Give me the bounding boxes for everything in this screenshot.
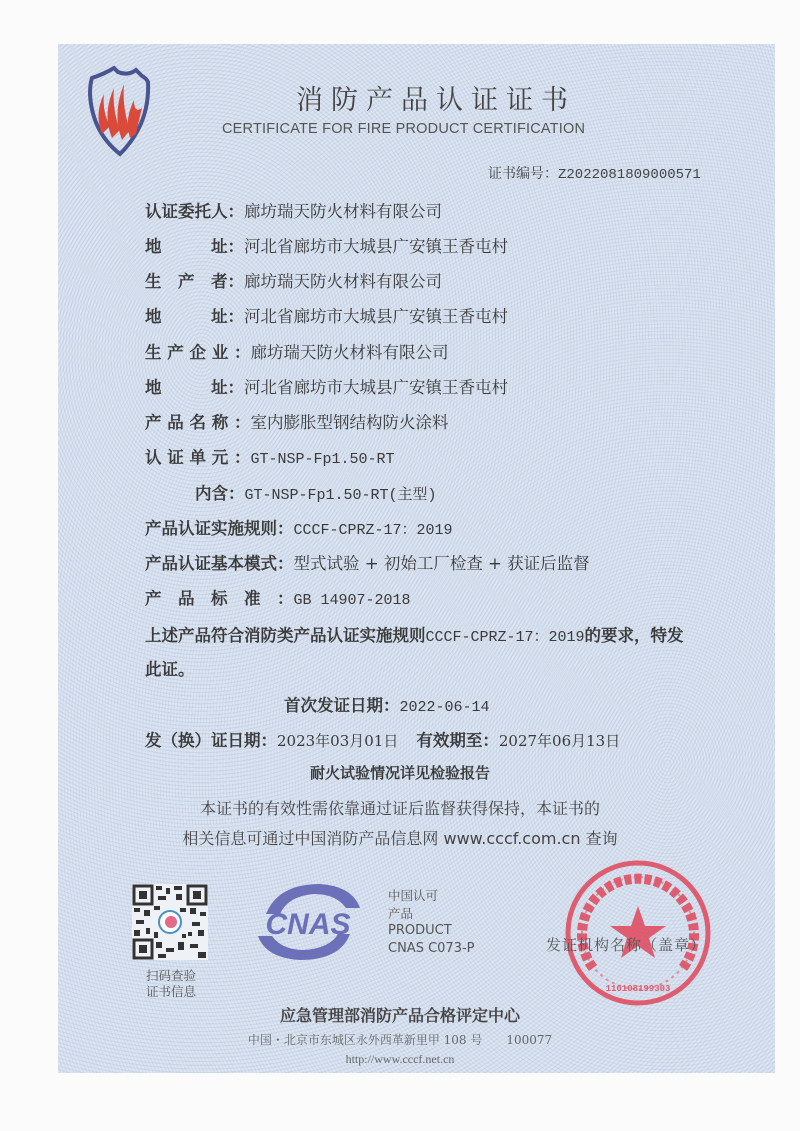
field-label: 生 产 者： [145,272,244,291]
field-product-name [145,409,448,433]
qr-caption-line1: 扫码查验 [145,968,196,983]
compliance-statement [145,622,684,646]
issuing-authority-label: 发证机构名称（盖章） [546,936,707,954]
svg-text:CNAS: CNAS [265,908,351,941]
qr-caption-line2: 证书信息 [145,984,196,999]
field-certification-mode [145,550,590,574]
cnas-accreditation-text [388,887,475,957]
field-label: 产 品 标 准 ： [145,589,294,608]
field-label: 产品认证基本模式： [145,554,294,573]
valid-until-value: 2027年06月13日 [498,732,621,750]
cnas-logo-icon [248,880,368,964]
issue-date-row [145,727,620,751]
field-label: 地 址： [145,378,244,397]
validity-notice-line2: 相关信息可通过中国消防产品信息网 www.cccf.com.cn 查询 [182,829,618,848]
cnas-line2: 产品 [388,905,414,921]
field-label: 认证委托人： [145,202,244,221]
cnas-line1: 中国认可 [388,888,439,903]
field-value: CCCF-CPRZ-17：2019 [293,522,453,539]
field-value: GT-NSP-Fp1.50-RT(主型) [244,487,437,504]
field-value: 廊坊瑞天防火材料有限公司 [250,343,449,362]
validity-notice-line1: 本证书的有效性需依靠通过证后监督获得保持，本证书的 [199,799,600,818]
field-value: GT-NSP-Fp1.50-RT [250,451,395,468]
field-value: 河北省廊坊市大城县广安镇王香屯村 [244,378,508,397]
field-label: 地 址： [145,307,244,326]
first-issue-date-value: 2022-06-14 [399,699,490,716]
field-producer-address [145,303,508,327]
field-label: 地 址： [145,237,244,256]
field-cert-unit [145,444,395,468]
svg-text:110108199303: 110108199303 [605,984,671,994]
field-implementation-rule [145,515,453,539]
first-issue-date [284,692,490,716]
first-issue-date-label: 首次发证日期： [284,696,400,715]
qr-code-icon[interactable] [132,884,208,960]
field-manufacturer [145,339,448,363]
fire-shield-logo-icon [84,64,154,160]
certificate-number-label: 证书编号： [488,166,558,182]
issue-date-value: 2023年03月01日 [277,732,399,750]
field-producer [145,268,442,292]
field-value: 型式试验 + 初始工厂检查 + 获证后监督 [293,554,590,573]
field-contains [195,480,437,504]
field-label: 认 证 单 元 ： [145,448,251,467]
cnas-line4: CNAS C073-P [388,940,475,956]
field-label: 产品认证实施规则： [145,519,294,538]
certificate-number [488,163,701,183]
cnas-line3: PRODUCT [388,923,452,938]
certificate-number-value: Z2022081809000571 [558,167,701,183]
organization-url[interactable]: http://www.cccf.net.cn [345,1052,455,1066]
issuing-organization: 应急管理部消防产品合格评定中心 [279,1006,520,1025]
statement-text: 的要求，特发 [584,626,684,645]
field-value: 廊坊瑞天防火材料有限公司 [244,202,442,221]
official-seal-icon [563,858,713,1008]
field-client-address [145,233,508,257]
field-client [145,198,442,222]
field-label: 内含： [195,484,245,503]
field-label: 产 品 名 称 ： [145,413,251,432]
fire-test-note: 耐火试验情况详见检验报告 [309,764,490,782]
field-label: 生 产 企 业 ： [145,343,251,362]
organization-address: 中国・北京市东城区永外西革新里甲 108 号 100077 [247,1033,553,1047]
field-value: 河北省廊坊市大城县广安镇王香屯村 [244,237,508,256]
valid-until-label: 有效期至： [416,731,499,750]
issue-date-label: 发（换）证日期： [145,731,277,750]
field-value: 室内膨胀型钢结构防火涂料 [250,413,449,432]
field-value: GB 14907-2018 [293,592,411,609]
field-product-standard [145,585,411,609]
certificate-title: 消防产品认证证书 [296,85,576,116]
field-value: 廊坊瑞天防火材料有限公司 [244,272,442,291]
compliance-statement-end: 此证。 [145,660,195,679]
field-manufacturer-address [145,374,508,398]
statement-text: 上述产品符合消防类产品认证实施规则 [145,626,426,645]
certificate-subtitle: CERTIFICATE FOR FIRE PRODUCT CERTIFICATION [222,121,586,137]
field-value: 河北省廊坊市大城县广安镇王香屯村 [244,307,508,326]
qr-caption [140,968,202,1000]
statement-rule: CCCF-CPRZ-17：2019 [425,629,585,646]
